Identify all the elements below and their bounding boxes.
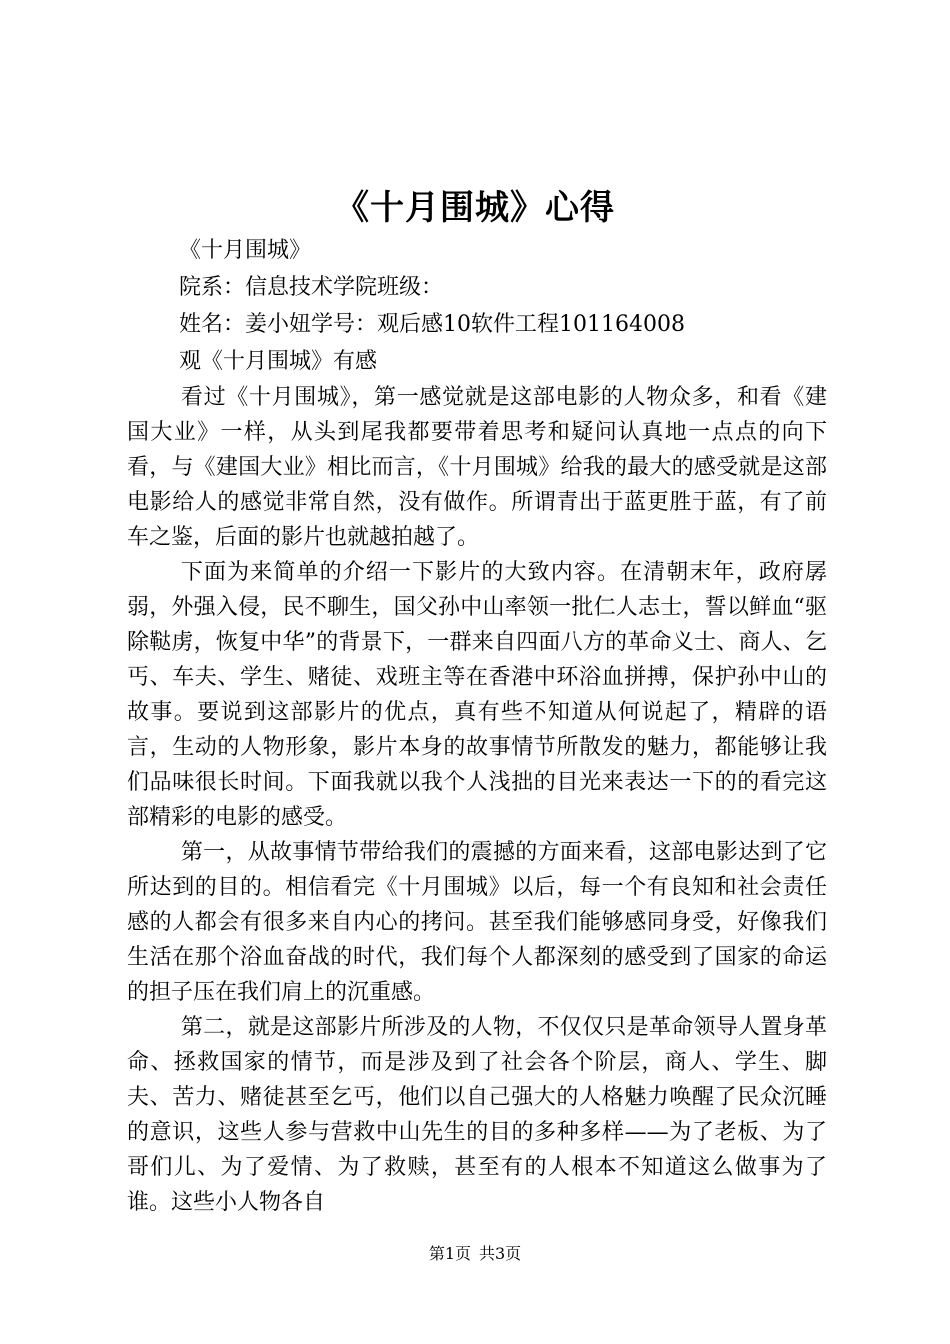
- meta-department: 院系：信息技术学院班级：: [179, 275, 444, 300]
- meta-essay-title: 观《十月围城》有感: [179, 349, 378, 374]
- page-number: 第1页: [428, 1244, 471, 1263]
- paragraph: 看过《十月围城》，第一感觉就是这部电影的人物众多，和看《建国大业》一样，从头到尾我都要带着思考和疑问认真地一点点的向下看，与《建国大业》相比而言，《十月围城》给我的最大的感受就是这部电影给人的感觉非常自然，没有做作。所谓青出于蓝更胜于蓝，有了前车之鉴，后面的影片也就越拍越了。: [127, 385, 827, 550]
- paragraph: 第二，就是这部影片所涉及的人物，不仅仅只是革命领导人置身革命、拯救国家的情节，而是涉及到了社会各个阶层，商人、学生、脚夫、苦力、赌徒甚至乞丐，他们以自己强大的人格魅力唤醒了民众沉睡的意识，这些人参与营救中山先生的目的多种多样——为了老板、为了哥们儿、为了爱情、为了救赎，甚至有的人根本不知道这么做事为了谁。这些小人物各自: [127, 1015, 827, 1215]
- meta-author: 姓名：姜小妞学号：观后感10软件工程101164008: [179, 312, 685, 337]
- meta-film-title: 《十月围城》: [179, 238, 312, 263]
- paragraph: 下面为来简单的介绍一下影片的大致内容。在清朝末年，政府孱弱，外强入侵，民不聊生，国父孙中山率领一批仁人志士，誓以鲜血“驱除鞑虏，恢复中华”的背景下，一群来自四面八方的革命义士、商人、乞丐、车夫、学生、赌徒、戏班主等在香港中环浴血拼搏，保护孙中山的故事。要说到这部影片的优点，真有些不知道从何说起了，精辟的语言，生动的人物形象，影片本身的故事情节所散发的魅力，都能够让我们品味很长时间。下面我就以我个人浅拙的目光来表达一下的的看完这部精彩的电影的感受。: [127, 560, 827, 830]
- paragraph: 第一，从故事情节带给我们的震撼的方面来看，这部电影达到了它所达到的目的。相信看完《十月围城》以后，每一个有良知和社会责任感的人都会有很多来自内心的拷问。甚至我们能够感同身受，好像我们生活在那个浴血奋战的时代，我们每个人都深刻的感受到了国家的命运的担子压在我们肩上的沉重感。: [127, 840, 827, 1005]
- page-total: 共3页: [479, 1244, 522, 1263]
- document-body: [127, 232, 827, 1220]
- document-title: 《十月围城》心得: [335, 188, 615, 228]
- page-footer: [0, 1243, 950, 1265]
